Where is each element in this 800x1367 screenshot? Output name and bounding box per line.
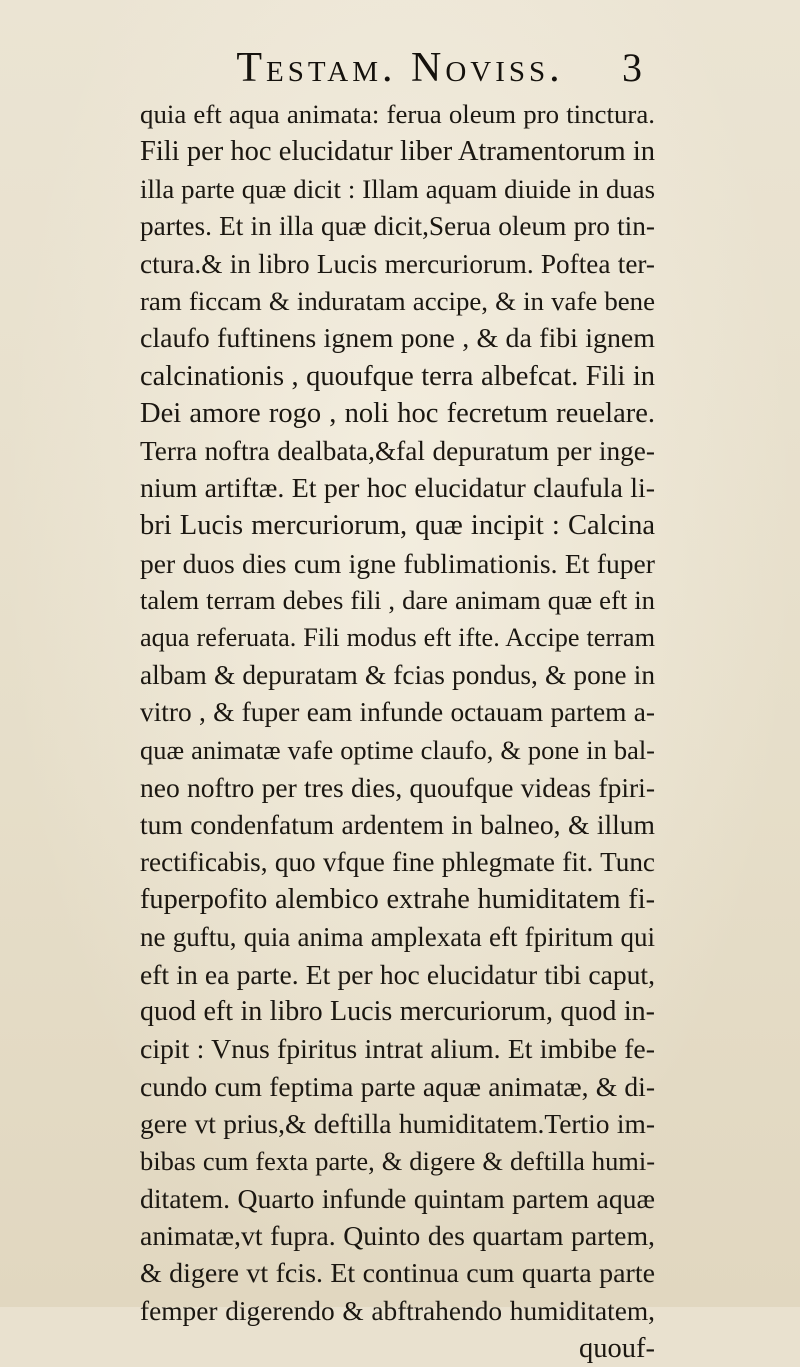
text-line: quia eft aqua animata: ferua oleum pro tinctura. — [140, 99, 655, 129]
text-line: talem terram debes fili , dare animam quæ eft in — [140, 585, 655, 616]
text-line: nium artiftæ. Et per hoc elucidatur claufula li- — [140, 472, 655, 504]
text-line: calcinationis , quoufque terra albefcat. Fili in — [140, 360, 655, 392]
text-line: Terra noftra dealbata,&fal depuratum per inge- — [140, 435, 655, 466]
text-line: Fili per hoc elucidatur liber Atramentorum in — [140, 136, 655, 168]
text-line: per duos dies cum igne fublimationis. Et fuper — [140, 547, 655, 579]
text-line: eft in ea parte. Et per hoc elucidatur tibi caput, — [140, 958, 655, 990]
text-line: quæ animatæ vafe optime claufo, & pone in bal- — [140, 734, 655, 765]
catchword: quouf- — [579, 1332, 655, 1364]
text-line: bibas cum fexta parte, & digere & deftilla humi- — [140, 1145, 655, 1176]
text-line: rectificabis, quo vfque fine phlegmate fit. Tunc — [140, 846, 655, 877]
text-line: ditatem. Quarto infunde quintam partem aquæ — [140, 1183, 655, 1215]
text-line: ne guftu, quia anima amplexata eft fpiritum qui — [140, 921, 655, 952]
text-line: fuperpofito alembico extrahe humiditatem fi- — [140, 884, 655, 916]
text-line: cipit : Vnus fpiritus intrat alium. Et imbibe fe- — [140, 1033, 655, 1065]
text-line: ram ficcam & induratam accipe, & in vafe bene — [140, 285, 655, 316]
text-line: Dei amore rogo , noli hoc fecretum reuelare. — [140, 398, 655, 430]
text-line: aqua referuata. Fili modus eft ifte. Accipe terram — [140, 623, 655, 653]
text-line: femper digerendo & abftrahendo humiditatem, — [140, 1295, 655, 1326]
page-header — [0, 42, 800, 94]
text-line: cundo cum feptima parte aquæ animatæ, & di- — [140, 1071, 655, 1103]
running-title: Testam. Noviss. — [236, 45, 564, 91]
text-line: bri Lucis mercuriorum, quæ incipit : Calcina — [140, 510, 655, 542]
text-line: quod eft in libro Lucis mercuriorum, quod in- — [140, 996, 655, 1028]
page-number: 3 — [622, 45, 642, 90]
text-line: partes. Et in illa quæ dicit,Serua oleum pro tin- — [140, 211, 655, 242]
text-line: & digere vt fcis. Et continua cum quarta parte — [140, 1258, 655, 1290]
text-line: animatæ,vt fupra. Quinto des quartam partem, — [140, 1220, 655, 1252]
body-text — [140, 96, 655, 1367]
text-line: neo noftro per tres dies, quoufque videas fpiri- — [140, 772, 655, 804]
text-line: albam & depuratam & fcias pondus, & pone in — [140, 659, 655, 690]
text-line: gere vt prius,& deftilla humiditatem.Tertio im- — [140, 1108, 655, 1139]
text-line: claufo fuftinens ignem pone , & da fibi ignem — [140, 323, 655, 355]
text-line: ctura.& in libro Lucis mercuriorum. Poftea ter- — [140, 248, 655, 279]
text-line: vitro , & fuper eam infunde octauam partem a- — [140, 697, 655, 728]
text-line: illa parte quæ dicit : Illam aquam diuide in duas — [140, 173, 655, 204]
text-line: tum condenfatum ardentem in balneo, & illum — [140, 809, 655, 841]
